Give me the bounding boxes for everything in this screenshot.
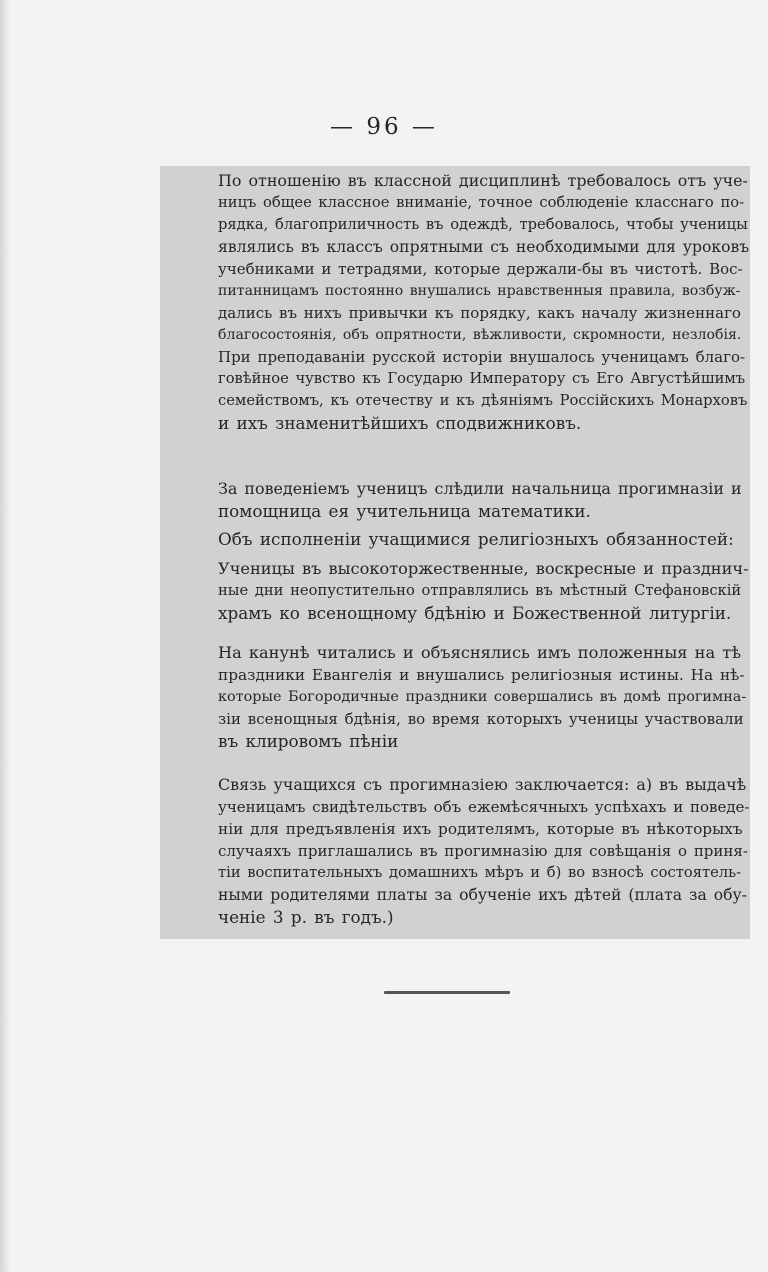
text-line: ные дни неопустительно отправлялись въ мѣстный Стефановскій [218, 582, 742, 599]
text-line: семействомъ, къ отечеству и къ дѣяніямъ Россійскихъ Монарховъ [218, 392, 748, 409]
text-line: ными родителями платы за обученіе ихъ дѣтей (плата за обу- [218, 886, 747, 904]
text-line: тіи воспитательныхъ домашнихъ мѣръ и б) во взносѣ состоятель- [218, 864, 742, 881]
paragraph-religious-heading [160, 528, 750, 550]
text-line: питанницамъ постоянно внушались нравственныя правила, возбуж- [218, 283, 741, 299]
text-line: Связь учащихся съ прогимназіею заключается: а) въ выдачѣ [218, 775, 747, 794]
page-edge-shadow [0, 0, 10, 1272]
text-line: помощница ея учительница математики. [218, 501, 591, 521]
text-line: Объ исполненіи учащимися религіозныхъ обязанностей: [218, 529, 734, 549]
text-line: праздники Евангелія и внушались религіозныя истины. На нѣ- [218, 666, 745, 684]
text-line: рядка, благоприличность въ одеждѣ, требовалось, чтобы ученицы [218, 216, 748, 233]
text-line: По отношенію въ классной дисциплинѣ требовалось отъ уче- [218, 171, 748, 190]
text-line: ученицамъ свидѣтельствъ объ ежемѣсячныхъ успѣхахъ и поведе- [218, 798, 750, 816]
text-line: Ученицы въ высокоторжественные, воскресные и празднич- [218, 559, 749, 578]
text-line: На канунѣ читались и объяснялись имъ положенныя на тѣ [218, 643, 741, 662]
paragraph-gospels [160, 642, 750, 752]
text-line: зіи всенощныя бдѣнія, во время которыхъ ученицы участвовали [218, 710, 744, 728]
text-line: дались въ нихъ привычки къ порядку, какъ началу жизненнаго [218, 304, 741, 322]
text-line: благосостоянія, объ опрятности, вѣжливости, скромности, незлобія. [218, 327, 742, 343]
paragraph-supervision [160, 478, 750, 522]
text-line: При преподаваніи русской исторіи внушалось ученицамъ благо- [218, 348, 746, 366]
text-line: ченіе 3 р. въ годъ.) [218, 907, 394, 927]
page-number: — 96 — [330, 114, 438, 140]
text-line: которые Богородичные праздники совершались въ домѣ прогимна- [218, 689, 747, 705]
end-divider-rule [384, 991, 510, 994]
text-line: ніи для предъявленія ихъ родителямъ, которые въ нѣкоторыхъ [218, 820, 743, 838]
text-line: въ клировомъ пѣніи [218, 731, 399, 751]
text-block [160, 166, 750, 939]
text-line: случаяхъ приглашались въ прогимназію для совѣщанія о приня- [218, 842, 748, 860]
text-line: ницъ общее классное вниманіе, точное соблюденіе класснаго по- [218, 194, 745, 211]
text-line: говѣйное чувство къ Государю Императору съ Его Августѣйшимъ [218, 370, 746, 387]
text-line: храмъ ко всенощному бдѣнію и Божественной литургіи. [218, 603, 732, 623]
text-line: учебниками и тетрадями, которые держали-бы въ чистотѣ. Вос- [218, 260, 743, 278]
paragraph-discipline [160, 170, 750, 434]
text-line: и ихъ знаменитѣйшихъ сподвижниковъ. [218, 413, 582, 433]
text-line: За поведеніемъ ученицъ слѣдили начальница прогимназіи и [218, 479, 742, 498]
paragraph-church-services [160, 558, 750, 624]
paragraph-parents-connection [160, 774, 750, 928]
text-line: являлись въ классъ опрятными съ необходимыми для уроковъ [218, 238, 750, 256]
